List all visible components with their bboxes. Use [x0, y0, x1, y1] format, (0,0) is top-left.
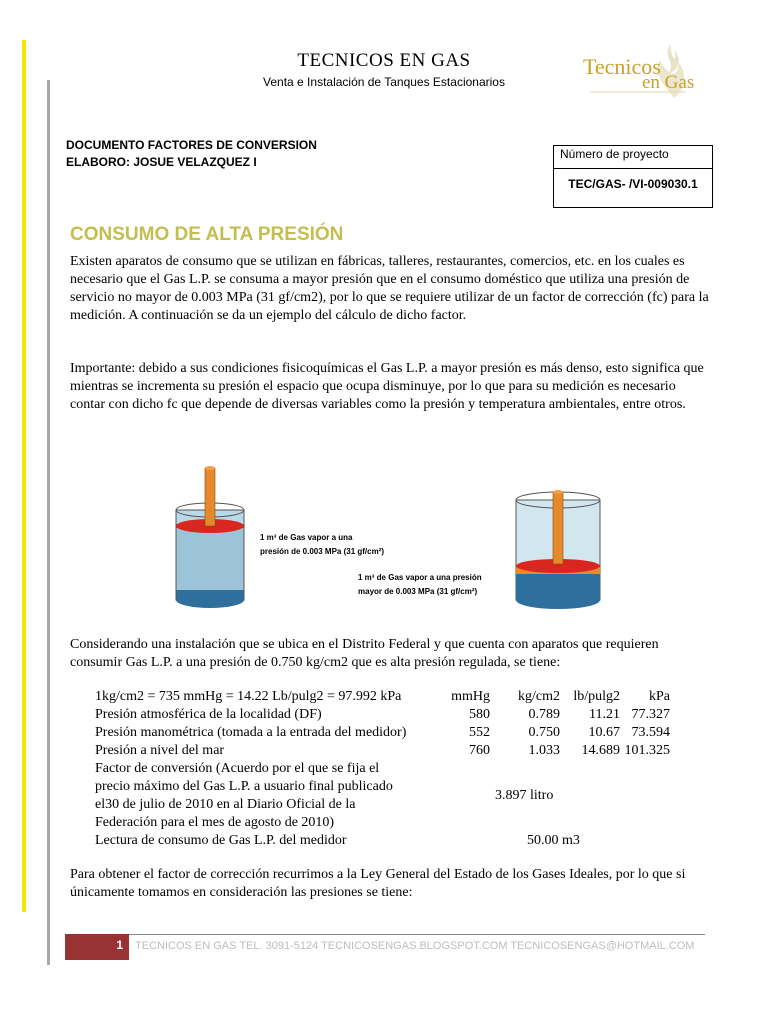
- table-header-mmhg: mmHg: [451, 689, 490, 704]
- header-subtitle: Venta e Instalación de Tanques Estacionarios: [263, 75, 505, 89]
- high-pressure-cylinder: [516, 490, 600, 609]
- header-title: TECNICOS EN GAS: [297, 50, 471, 71]
- table-row-label: Presión atmosférica de la localidad (DF): [95, 707, 322, 722]
- logo-text-line2: en Gas: [642, 72, 695, 93]
- table-cell: 10.67: [588, 725, 620, 740]
- footer-contact: TECNICOS EN GAS TEL. 3091-5124 TECNICOSENGAS.BLOGSPOT.COM TECNICOSENGAS@HOTMAIL.COM: [135, 940, 695, 952]
- project-number-box: [553, 145, 713, 208]
- table-row: [95, 724, 675, 742]
- table-cell: 1.033: [528, 743, 560, 758]
- page-number: 1: [116, 938, 123, 952]
- left-cylinder-label-1: 1 m³ de Gas vapor a una: [260, 533, 353, 542]
- paragraph-important: Importante: debido a sus condiciones fisicoquímicas el Gas L.P. a mayor presión es más denso, esto significa que mientras se incrementa su presión el espacio que ocupa disminuye, por lo que para su medición es necesario contar con dicho fc que depende de diversas variables como la presión y temperatura ambientales, entre otros.: [70, 361, 704, 412]
- table-cell: 0.750: [528, 725, 560, 740]
- table-row-label: Presión manométrica (tomada a la entrada del medidor): [95, 725, 407, 740]
- table-cell: 101.325: [624, 743, 670, 758]
- table-cell: 73.594: [631, 725, 670, 740]
- factor-label: Factor de conversión (Acuerdo por el que se fija el precio máximo del Gas L.P. a usuario final publicado el30 de julio de 2010 en al Diario Oficial de la Federación para el mes de agosto de 2010): [95, 761, 393, 830]
- margin-gray-bar: [47, 80, 50, 965]
- table-cell: 0.789: [528, 707, 560, 722]
- project-box-divider: [554, 168, 712, 169]
- right-cylinder-label-2: mayor de 0.003 MPa (31 gf/cm²): [358, 587, 478, 596]
- table-header-lbpulg2: lb/pulg2: [573, 689, 620, 704]
- document-author: ELABORO: JOSUE VELAZQUEZ I: [66, 155, 257, 169]
- right-cylinder-label-1: 1 m³ de Gas vapor a una presión: [358, 573, 482, 582]
- table-header-kpa: kPa: [649, 689, 670, 704]
- factor-value: 3.897 litro: [495, 788, 554, 803]
- project-number-value: TEC/GAS- /VI-009030.1: [568, 177, 698, 191]
- table-cell: 580: [469, 707, 490, 722]
- table-cell: 14.689: [581, 743, 620, 758]
- table-cell: 77.327: [631, 707, 670, 722]
- table-row: [95, 706, 675, 724]
- table-row-label: Presión a nivel del mar: [95, 743, 225, 758]
- paragraph-example: Considerando una instalación que se ubica en el Distrito Federal y que cuenta con aparatos que requieren consumir Gas L.P. a una presión de 0.750 kg/cm2 que es alta presión regulada, se tiene:: [70, 637, 659, 670]
- table-cell: 552: [469, 725, 490, 740]
- project-number-label: Número de proyecto: [560, 147, 669, 161]
- table-row-factor: [95, 760, 675, 832]
- table-row-reading: [95, 832, 675, 850]
- reading-value: 50.00 m3: [527, 833, 580, 848]
- table-header-label: 1kg/cm2 = 735 mmHg = 14.22 Lb/pulg2 = 97.992 kPa: [95, 689, 402, 704]
- section-title: CONSUMO DE ALTA PRESIÓN: [70, 224, 344, 245]
- document-title: DOCUMENTO FACTORES DE CONVERSION: [66, 138, 317, 152]
- document-meta: [66, 137, 317, 171]
- logo-text-line1: Tecnicos: [583, 54, 661, 79]
- paragraph-ideal-gas: Para obtener el factor de corrección recurrimos a la Ley General del Estado de los Gases Ideales, por lo que si únicamente tomamos en consideración las presiones se tiene:: [70, 867, 686, 900]
- paragraph-intro: Existen aparatos de consumo que se utilizan en fábricas, talleres, restaurantes, comercios, etc. en los cuales es necesario que el Gas L.P. se consuma a mayor presión que en el consumo doméstico que utiliza una presión de servicio no mayor de 0.003 MPa (31 gf/cm2), por lo que se requiere utilizar de un factor de corrección (fc) para la medición. A continuación se da un ejemplo del cálculo de dicho factor.: [70, 254, 709, 323]
- reading-label: Lectura de consumo de Gas L.P. del medidor: [95, 833, 347, 848]
- table-cell: 11.21: [589, 707, 620, 722]
- pressure-cylinders-illustration: [160, 462, 620, 612]
- footer-divider: [65, 934, 705, 935]
- margin-yellow-bar: [22, 40, 26, 912]
- table-header-kgcm2: kg/cm2: [518, 689, 560, 704]
- table-header-row: [95, 688, 675, 706]
- table-row: [95, 742, 675, 760]
- left-cylinder-label-2: presión de 0.003 MPa (31 gf/cm²): [260, 547, 385, 556]
- low-pressure-cylinder: [176, 466, 244, 608]
- table-cell: 760: [469, 743, 490, 758]
- pressure-table: [95, 688, 675, 850]
